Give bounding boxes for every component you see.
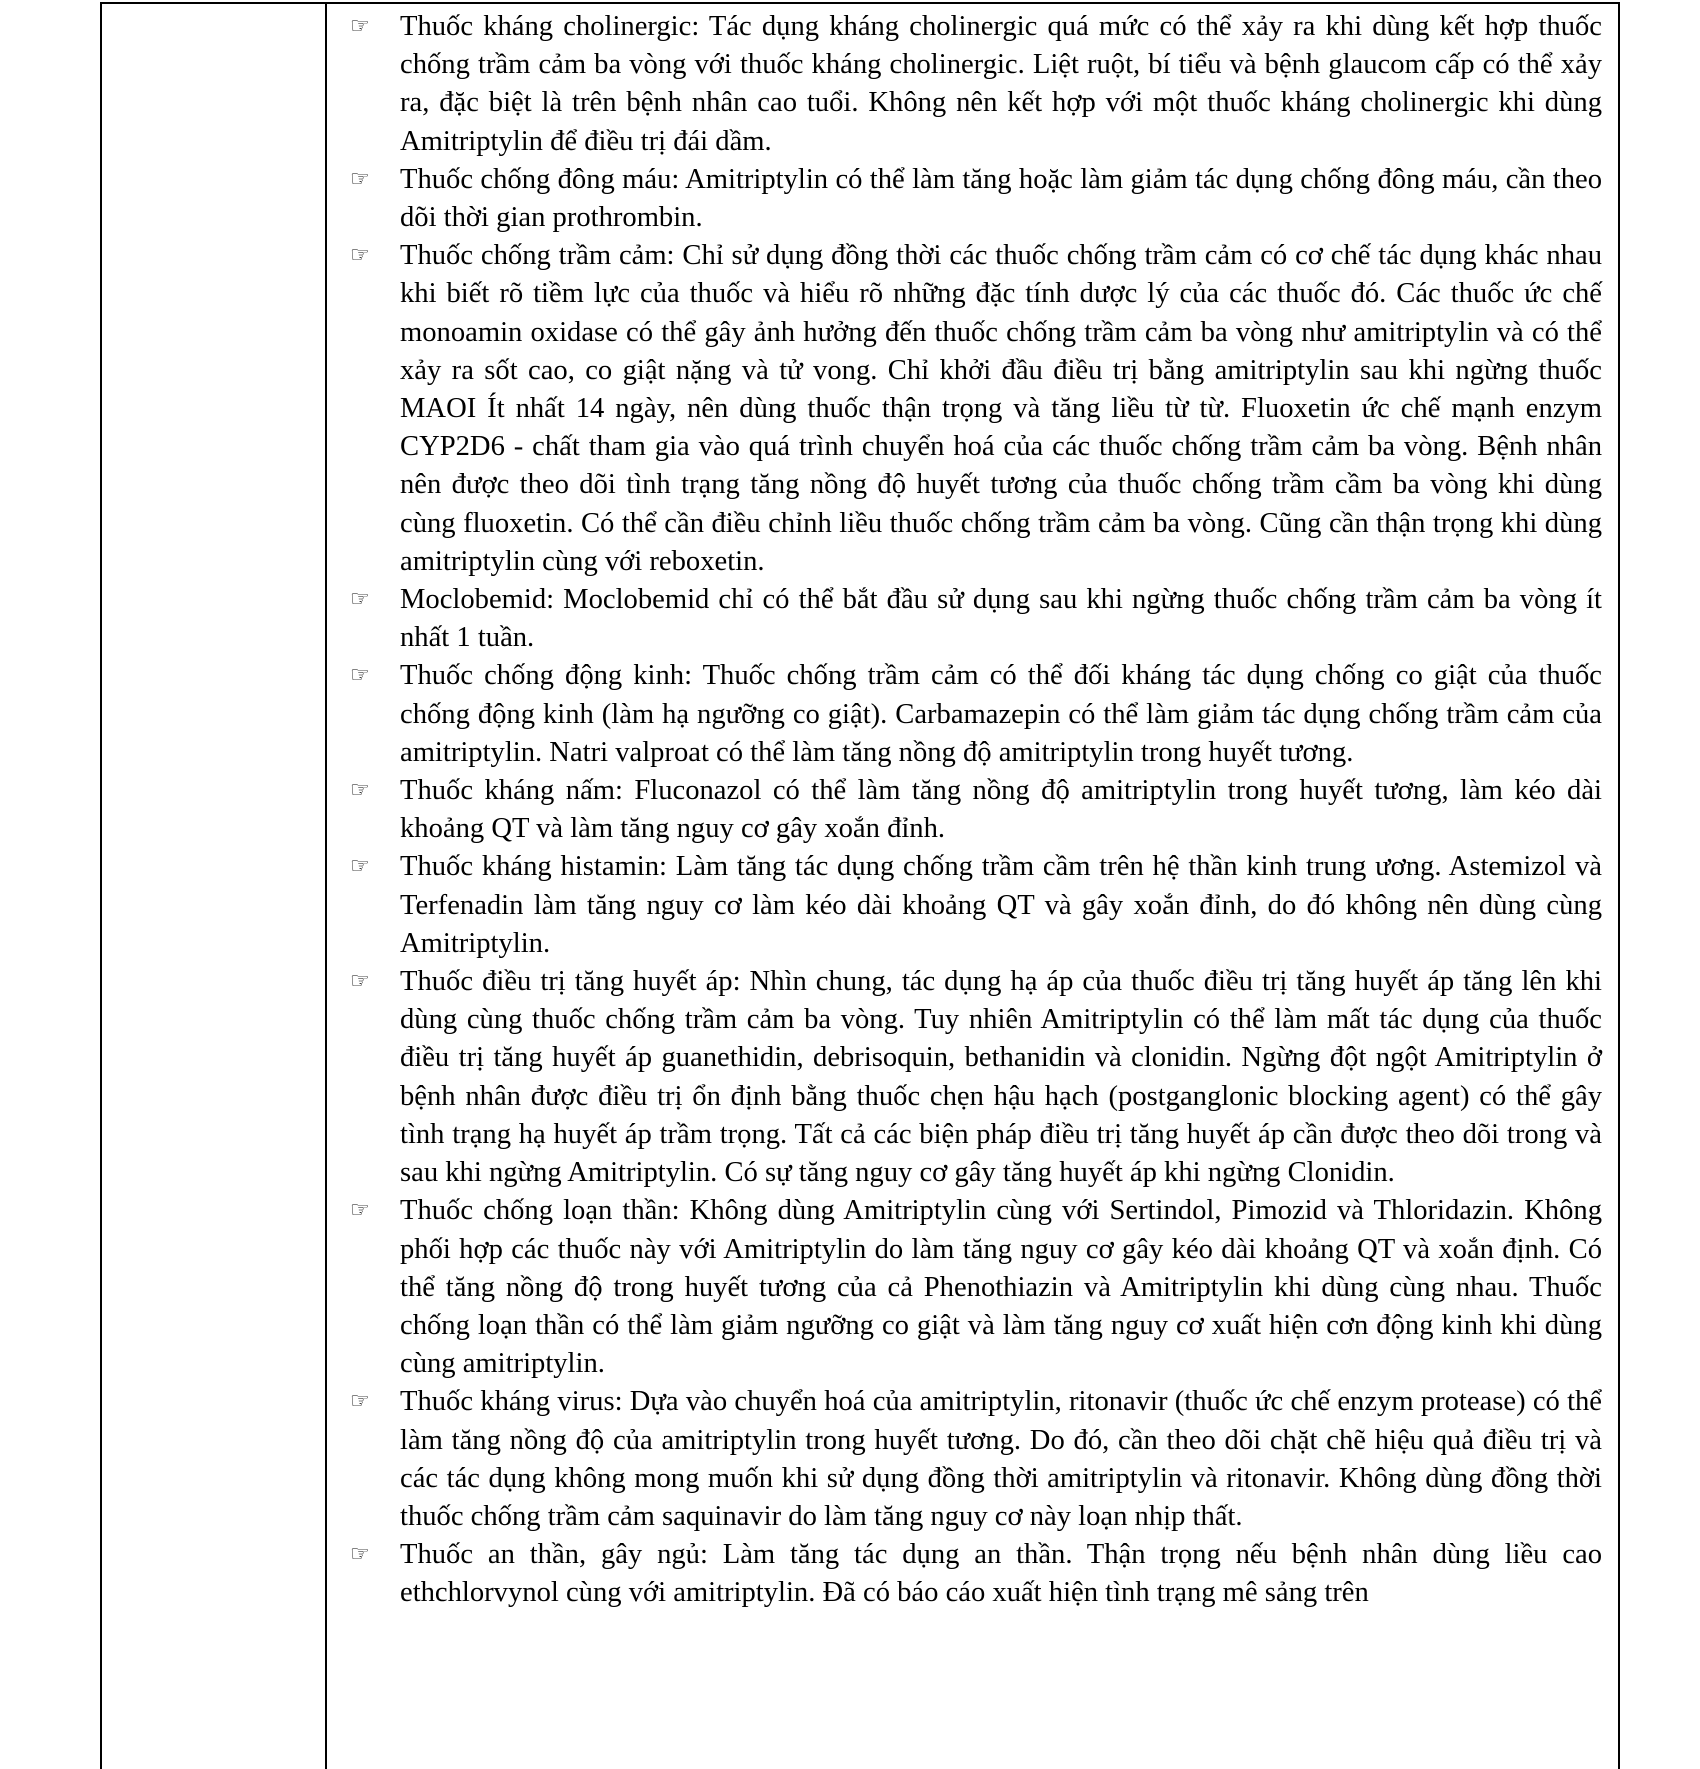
document-table xyxy=(100,2,1620,1769)
table-right-column xyxy=(327,4,1618,1769)
pointing-hand-icon: ☞ xyxy=(350,1542,370,1568)
pointing-hand-icon: ☞ xyxy=(350,587,370,613)
pointing-hand-icon: ☞ xyxy=(350,243,370,269)
pointing-hand-icon: ☞ xyxy=(350,1389,370,1415)
list-item xyxy=(347,848,1602,963)
table-left-column xyxy=(102,4,327,1769)
list-item xyxy=(347,1192,1602,1383)
list-item xyxy=(347,581,1602,657)
pointing-hand-icon: ☞ xyxy=(350,969,370,995)
item-text: Thuốc chống đông máu: Amitriptylin có thể làm tăng hoặc làm giảm tác dụng chống đông máu, cần theo dõi thời gian prothrombin. xyxy=(400,163,1602,234)
item-text: Thuốc an thần, gây ngủ: Làm tăng tác dụng an thần. Thận trọng nếu bệnh nhân dùng liều cao ethchlorvynol cùng với amitriptylin. Đã có báo cáo xuất hiện tình trạng mê sảng trên xyxy=(400,1539,1602,1609)
list-item xyxy=(347,963,1602,1192)
pointing-hand-icon: ☞ xyxy=(350,1198,370,1224)
item-text: Thuốc kháng cholinergic: Tác dụng kháng cholinergic quá mức có thể xảy ra khi dùng kết hợp thuốc chống trầm cảm ba vòng với thuốc kháng cholinergic. Liệt ruột, bí tiểu và bệnh glaucom cấp có thể xảy ra, đặc biệt là trên bệnh nhân cao tuổi. Không nên kết hợp với một thuốc kháng cholinergic khi dùng Amitriptylin để điều trị đái dầm. xyxy=(400,11,1602,157)
interaction-list xyxy=(347,8,1602,1613)
list-item xyxy=(347,161,1602,237)
list-item xyxy=(347,657,1602,772)
pointing-hand-icon: ☞ xyxy=(350,778,370,804)
item-text: Thuốc kháng virus: Dựa vào chuyển hoá của amitriptylin, ritonavir (thuốc ức chế enzym protease) có thể làm tăng nồng độ của amitriptylin trong huyết tương. Do đó, cần theo dõi chặt chẽ hiệu quả điều trị và các tác dụng không mong muốn khi sử dụng đồng thời amitriptylin và ritonavir. Không dùng đồng thời thuốc chống trầm cảm saquinavir do làm tăng nguy cơ này loạn nhịp thất. xyxy=(400,1386,1602,1532)
list-item xyxy=(347,1536,1602,1612)
pointing-hand-icon: ☞ xyxy=(350,854,370,880)
pointing-hand-icon: ☞ xyxy=(350,663,370,689)
item-text: Thuốc điều trị tăng huyết áp: Nhìn chung, tác dụng hạ áp của thuốc điều trị tăng huyết áp tăng lên khi dùng cùng thuốc chống trầm cảm ba vòng. Tuy nhiên Amitriptylin có thể làm mất tác dụng của thuốc điều trị tăng huyết áp guanethidin, debrisoquin, bethanidin và clonidin. Ngừng đột ngột Amitriptylin ở bệnh nhân được điều trị ổn định bằng thuốc chẹn hậu hạch (postganglonic blocking agent) có thể gây tình trạng hạ huyết áp trầm trọng. Tất cả các biện pháp điều trị tăng huyết áp cần được theo dõi trong và sau khi ngừng Amitriptylin. Có sự tăng nguy cơ gây tăng huyết áp khi ngừng Clonidin. xyxy=(400,966,1602,1189)
item-text: Thuốc chống trầm cảm: Chỉ sử dụng đồng thời các thuốc chống trầm cảm có cơ chế tác dụng khác nhau khi biết rõ tiềm lực của thuốc và hiểu rõ những đặc tính dược lý của các thuốc đó. Các thuốc ức chế monoamin oxidase có thể gây ảnh hưởng đến thuốc chống trầm cảm ba vòng như amitriptylin và có thể xảy ra sốt cao, co giật nặng và tử vong. Chỉ khởi đầu điều trị bằng amitriptylin sau khi ngừng thuốc MAOI Ít nhất 14 ngày, nên dùng thuốc thận trọng và tăng liều từ từ. Fluoxetin ức chế mạnh enzym CYP2D6 - chất tham gia vào quá trình chuyển hoá của các thuốc chống trầm cảm ba vòng. Bệnh nhân nên được theo dõi tình trạng tăng nồng độ huyết tương của thuốc chống trầm cầm ba vòng khi dùng cùng fluoxetin. Có thể cần điều chỉnh liều thuốc chống trầm cảm ba vòng. Cũng cần thận trọng khi dùng amitriptylin cùng với reboxetin. xyxy=(400,240,1602,577)
item-text: Thuốc kháng nấm: Fluconazol có thể làm tăng nồng độ amitriptylin trong huyết tương, làm kéo dài khoảng QT và làm tăng nguy cơ gây xoắn đỉnh. xyxy=(400,775,1602,845)
list-item xyxy=(347,772,1602,848)
item-text: Thuốc kháng histamin: Làm tăng tác dụng chống trầm cầm trên hệ thần kinh trung ương. Astemizol và Terfenadin làm tăng nguy cơ làm kéo dài khoảng QT và gây xoắn đỉnh, do đó không nên dùng cùng Amitriptylin. xyxy=(400,851,1602,959)
pointing-hand-icon: ☞ xyxy=(350,14,370,39)
item-text: Moclobemid: Moclobemid chỉ có thể bắt đầu sử dụng sau khi ngừng thuốc chống trầm cảm ba vòng ít nhất 1 tuần. xyxy=(400,584,1602,654)
list-item xyxy=(347,8,1602,161)
list-item xyxy=(347,1383,1602,1536)
item-text: Thuốc chống loạn thần: Không dùng Amitriptylin cùng với Sertindol, Pimozid và Thloridazin. Không phối hợp các thuốc này với Amitriptylin do làm tăng nguy cơ gây kéo dài khoảng QT và xoắn định. Có thể tăng nồng độ trong huyết tương của cả Phenothiazin và Amitriptylin khi dùng cùng nhau. Thuốc chống loạn thần có thể làm giảm ngưỡng co giật và làm tăng nguy cơ xuất hiện cơn động kinh khi dùng cùng amitriptylin. xyxy=(400,1195,1602,1380)
item-text: Thuốc chống động kinh: Thuốc chống trầm cảm có thể đối kháng tác dụng chống co giật của thuốc chống động kinh (làm hạ ngưỡng co giật). Carbamazepin có thể làm giảm tác dụng chống trầm cảm của amitriptylin. Natri valproat có thể làm tăng nồng độ amitriptylin trong huyết tương. xyxy=(400,660,1602,768)
pointing-hand-icon: ☞ xyxy=(350,166,370,192)
list-item xyxy=(347,237,1602,581)
